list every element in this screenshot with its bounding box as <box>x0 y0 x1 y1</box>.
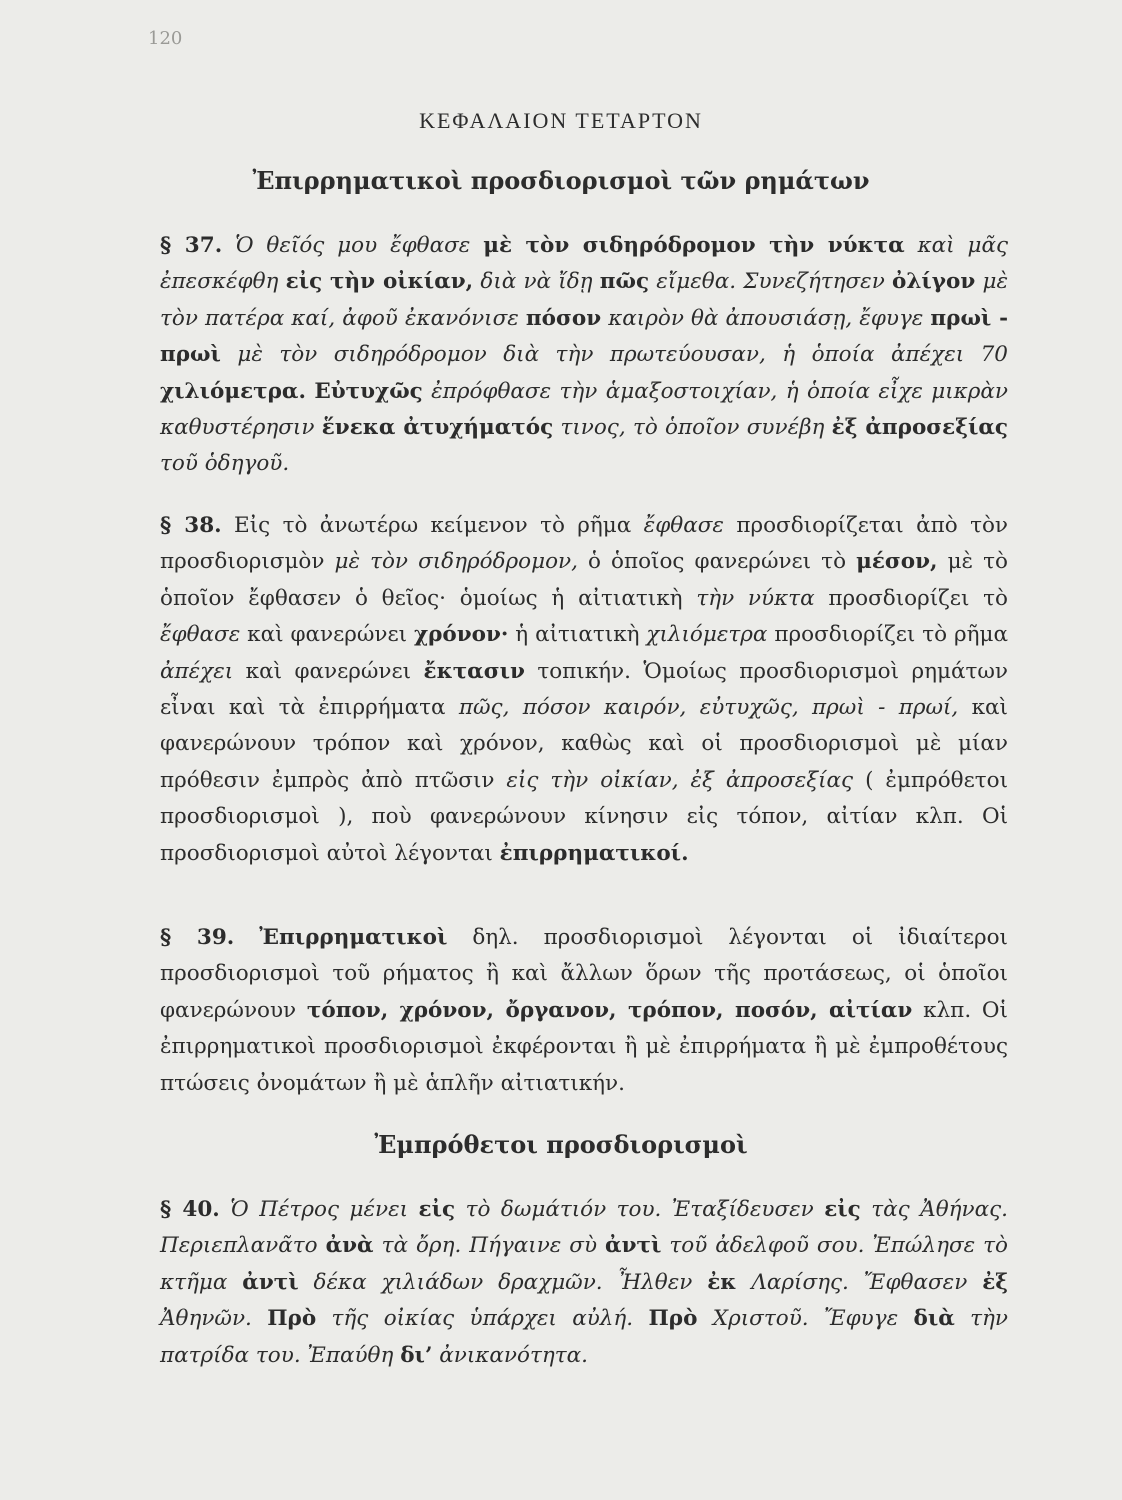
text-segment: ἀντὶ <box>605 1233 662 1259</box>
paragraph-body <box>160 1197 1008 1368</box>
text-segment: τῆς οἰκίας ὑπάρχει αὐλή. <box>316 1306 649 1332</box>
paragraph-number: § 37. <box>160 233 223 258</box>
text-segment: Πρὸ <box>648 1306 698 1332</box>
text-segment: μὲ τὸν σιδηρόδρομον, <box>334 549 578 575</box>
text-segment: εἴμεθα. Συνεζήτησεν <box>649 269 892 295</box>
text-segment: μὲ τὸ ὁποῖον ἔφθασεν ὁ θεῖος· ὁμοίως ἡ αἰτιατικὴ <box>160 549 1008 611</box>
text-segment: τοῦ ὁδηγοῦ. <box>160 451 290 477</box>
text-segment: προσδιορίζει τὸ ρῆμα <box>767 622 1008 648</box>
text-segment: τόπον, χρόνον, ὄργανον, τρόπον, ποσόν, αἰτίαν <box>306 997 913 1023</box>
text-segment: προσδιορίζει τὸ <box>814 585 1008 611</box>
text-segment: πρωὶ - πρωὶ <box>160 305 1008 368</box>
text-segment: Ἀθηνῶν. <box>160 1306 268 1332</box>
text-segment: ἐξ <box>982 1269 1009 1295</box>
text-segment: πῶς <box>599 269 650 295</box>
text-segment: διὰ <box>913 1306 955 1332</box>
text-segment: δηλ. προσδιορισμοὶ λέγονται οἱ ἰδιαίτεροι προσδιορισμοὶ τοῦ ρήματος ἢ καὶ ἄλλων ὅρων τῆς προτάσεως, οἱ ὁποῖοι φανερώνουν <box>160 925 1008 1023</box>
paragraph-number: § 39. <box>160 925 235 950</box>
paragraph-40 <box>160 1192 1008 1374</box>
text-segment: ἀνικανότητα. <box>432 1342 588 1368</box>
text-segment: ἡ αἰτιατικὴ <box>508 622 647 648</box>
text-segment: μέσον, <box>856 549 938 575</box>
text-segment: Πρὸ <box>267 1306 317 1332</box>
text-segment: δέκα χιλιάδων δραχμῶν. Ἦλθεν <box>298 1269 708 1295</box>
text-segment: πόσον <box>525 305 602 331</box>
paragraph-number: § 40. <box>160 1197 220 1222</box>
text-segment: Ἐπιρρηματικοὶ <box>259 925 448 950</box>
text-segment: καὶ μᾶς ἐπεσκέφθη <box>160 233 1009 295</box>
text-segment: τινος, τὸ ὁποῖον συνέβη <box>553 415 832 441</box>
text-segment: ἔκτασιν <box>423 658 525 684</box>
text-segment: Λαρίσης. Ἔφθασεν <box>736 1269 983 1295</box>
text-segment: καιρὸν θὰ ἀπουσιάσῃ, ἔφυγε <box>601 305 931 331</box>
text-segment: ( ἐμπρόθετοι προσδιορισμοὶ ), ποὺ φανερώνουν κίνησιν εἰς τόπον, αἰτίαν κλπ. Οἱ προσδιορισμοὶ αὐτοὶ λέγονται <box>160 767 1008 866</box>
text-segment: χιλιόμετρα <box>646 622 768 648</box>
paragraph-38 <box>160 508 1008 872</box>
text-segment: ἕνεκα ἀτυχήματός <box>321 415 554 441</box>
text-segment: μὲ τὸν πατέρα καί, ἀφοῦ ἐκανόνισε <box>160 269 1008 331</box>
text-segment: κλπ. Οἱ ἐπιρρηματικοὶ προσδιορισμοὶ ἐκφέρονται ἢ μὲ ἐπιρρήματα ἢ μὲ ἐμπροθέτους πτώσεις ὀνομάτων ἢ μὲ ἁπλῆν αἰτιατικήν. <box>160 997 1008 1096</box>
text-segment: ἔφθασε <box>160 622 241 648</box>
text-segment: ἐκ <box>707 1269 737 1295</box>
text-segment: προσδιορίζεται ἀπὸ τὸν προσδιορισμὸν <box>160 513 1008 575</box>
text-segment: ἐξ ἀπροσεξίας <box>831 415 1008 441</box>
text-segment: ἐπιρρηματικοί. <box>499 840 689 866</box>
paragraph-number: § 38. <box>160 513 222 538</box>
text-segment: διὰ νὰ ἴδῃ <box>473 269 600 295</box>
text-segment: ἀντὶ <box>242 1269 299 1295</box>
text-segment: πῶς, πόσον καιρόν, εὐτυχῶς, πρωὶ - πρωί, <box>458 695 959 721</box>
text-segment: τὸ δωμάτιόν του. Ἐταξίδευσεν <box>455 1197 825 1222</box>
text-segment: τὰ ὄρη. Πήγαινε σὺ <box>373 1233 606 1259</box>
text-segment: τὴν πατρίδα του. Ἐπαύθη <box>160 1306 1008 1368</box>
paragraph-body <box>160 513 1008 866</box>
text-segment: Εὐτυχῶς <box>314 378 423 404</box>
text-segment: Χριστοῦ. Ἔφυγε <box>697 1306 914 1332</box>
paragraph-37 <box>160 228 1008 483</box>
text-segment: ἔφθασε <box>643 513 724 538</box>
text-segment: μὲ τὸν σιδηρόδρομον διὰ τὴν πρωτεύουσαν, ἡ ὁποία ἀπέχει 70 <box>220 342 1008 368</box>
text-segment: ἐπρόφθασε τὴν ἁμαξοστοιχίαν, ἡ ὁποία εἶχε μικρὰν καθυστέρησιν <box>160 378 1008 441</box>
text-segment: χιλιόμετρα. <box>160 378 306 404</box>
chapter-title: ΚΕΦΑΛΑΙΟΝ ΤΕΤΑΡΤΟΝ <box>419 108 703 133</box>
text-segment: καὶ φανερώνει <box>233 658 424 684</box>
paragraph-39 <box>160 920 1008 1102</box>
page-number: 120 <box>148 28 183 49</box>
text-segment: ὁ ὁποῖος φανερώνει τὸ <box>577 549 857 575</box>
text-segment: χρόνον· <box>413 622 509 648</box>
text-segment: τὰς Ἀθήνας. Περιεπλανᾶτο <box>160 1197 1008 1259</box>
paragraph-body <box>160 233 1008 476</box>
text-segment: ἀπέχει <box>160 658 234 684</box>
text-segment: τοπικήν. Ὁμοίως προσδιορισμοὶ ρημάτων εἶναι καὶ τὰ ἐπιρρήματα <box>160 658 1009 721</box>
text-segment: καὶ φανερώνουν τρόπον καὶ χρόνον, καθὼς καὶ οἱ προσδιορισμοὶ μὲ μίαν πρόθεσιν ἐμπρὸς ἀπὸ πτῶσιν <box>160 695 1008 793</box>
text-segment: Ὁ Πέτρος μένει <box>230 1197 419 1222</box>
text-segment: Ὁ θεῖός μου ἔφθασε <box>235 233 484 258</box>
text-segment: τὴν νύκτα <box>696 585 815 611</box>
text-segment: δι’ <box>400 1342 433 1368</box>
paragraph-body <box>160 925 1008 1096</box>
text-segment: καὶ φανερώνει <box>240 622 414 648</box>
text-segment: ὀλίγον <box>891 269 976 295</box>
text-segment: μὲ τὸν σιδηρόδρομον τὴν νύκτα <box>483 233 905 258</box>
section-heading-prepositional: Ἐμπρόθετοι προσδιορισμοὶ <box>374 1130 748 1159</box>
text-segment: τοῦ ἀδελφοῦ σου. Ἐπώλησε τὸ κτῆμα <box>160 1233 1008 1295</box>
section-heading-adverbial: Ἐπιρρηματικοὶ προσδιορισμοὶ τῶν ρημάτων <box>252 166 870 195</box>
text-segment: εἰς τὴν οἰκίαν, <box>285 269 474 295</box>
text-segment: Εἰς τὸ ἀνωτέρω κείμενον τὸ ρῆμα <box>234 513 644 538</box>
text-segment: εἰς τὴν οἰκίαν, ἐξ ἀπροσεξίας <box>506 767 854 793</box>
text-segment: εἰς <box>824 1197 861 1222</box>
text-segment: εἰς <box>418 1197 456 1222</box>
text-segment: ἀνὰ <box>325 1233 374 1259</box>
